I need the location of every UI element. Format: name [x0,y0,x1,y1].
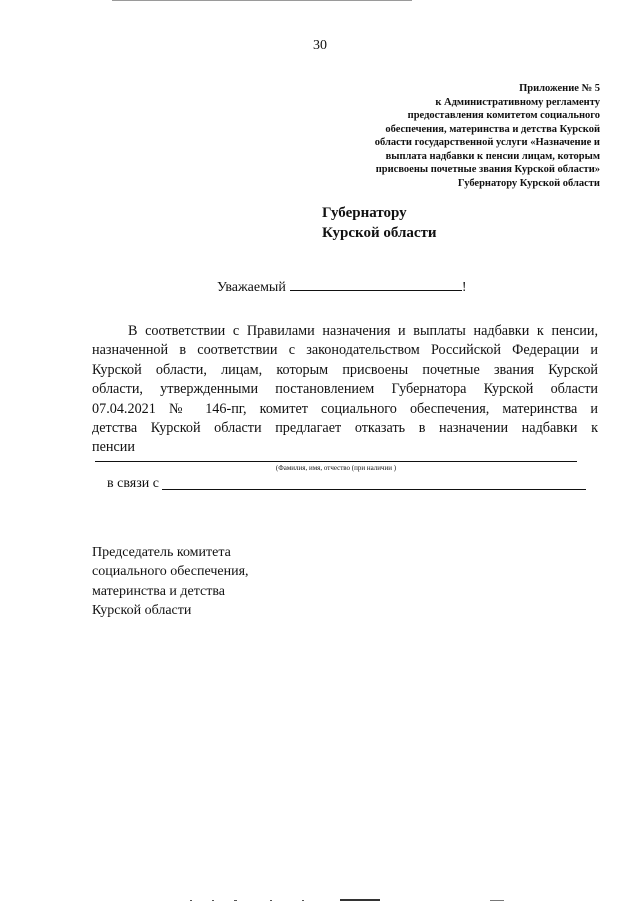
body-line: Курской области, лицам, которым присвоены почетные звания Курской [92,361,598,378]
appendix-line: предоставления комитетом социального [407,110,600,121]
greeting-line [217,275,467,296]
scan-artifact-marks [190,899,530,902]
body-paragraph [92,322,598,458]
greeting-exclamation: ! [461,280,467,295]
appendix-line: Губернатору Курской области [457,177,600,189]
addressee-title: Губернатору [322,205,407,221]
body-line: 07.04.2021 № 146-пг, комитет социального обеспечения, материнства и [92,400,598,417]
page-number: 30 [313,38,327,53]
signature-line: социального обеспечения, [92,564,249,580]
body-line: пенсии [92,439,135,456]
appendix-line: выплата надбавки к пенсии лицам, которым [385,150,600,162]
appendix-line: области государственной услуги «Назначение и [374,137,600,148]
top-edge-rule [112,0,412,1]
body-line: назначенной в соответствии с законодательством Российской Федерации и [92,342,598,359]
body-line: В соответствии с Правилами назначения и выплаты надбавки к пенсии, [128,323,598,339]
reason-label: в связи с [107,476,159,491]
signature-line: материнства и детства [92,583,225,599]
reason-blank [162,489,586,490]
appendix-note [300,82,600,190]
greeting-word: Уважаемый [217,280,286,295]
signature-block [92,543,249,620]
appendix-line: обеспечения, материнства и детства Курской [385,123,600,135]
appendix-line: к Административному регламенту [435,96,600,108]
full-name-blank [95,461,577,462]
appendix-line: Приложение № 5 [519,83,600,94]
signature-line: Председатель комитета [92,545,231,560]
appendix-line: присвоены почетные звания Курской области» [375,164,600,175]
addressee-block [322,203,437,243]
full-name-caption: (Фамилия, имя, отчество (при наличии ) [275,464,397,472]
greeting-name-blank [290,275,462,291]
body-line: детства Курской области предлагает отказать в назначении надбавки к [92,419,598,436]
addressee-region: Курской области [322,225,437,241]
signature-line: Курской области [92,602,192,618]
body-line: области, утвержденными постановлением Губернатора Курской области [92,381,598,398]
